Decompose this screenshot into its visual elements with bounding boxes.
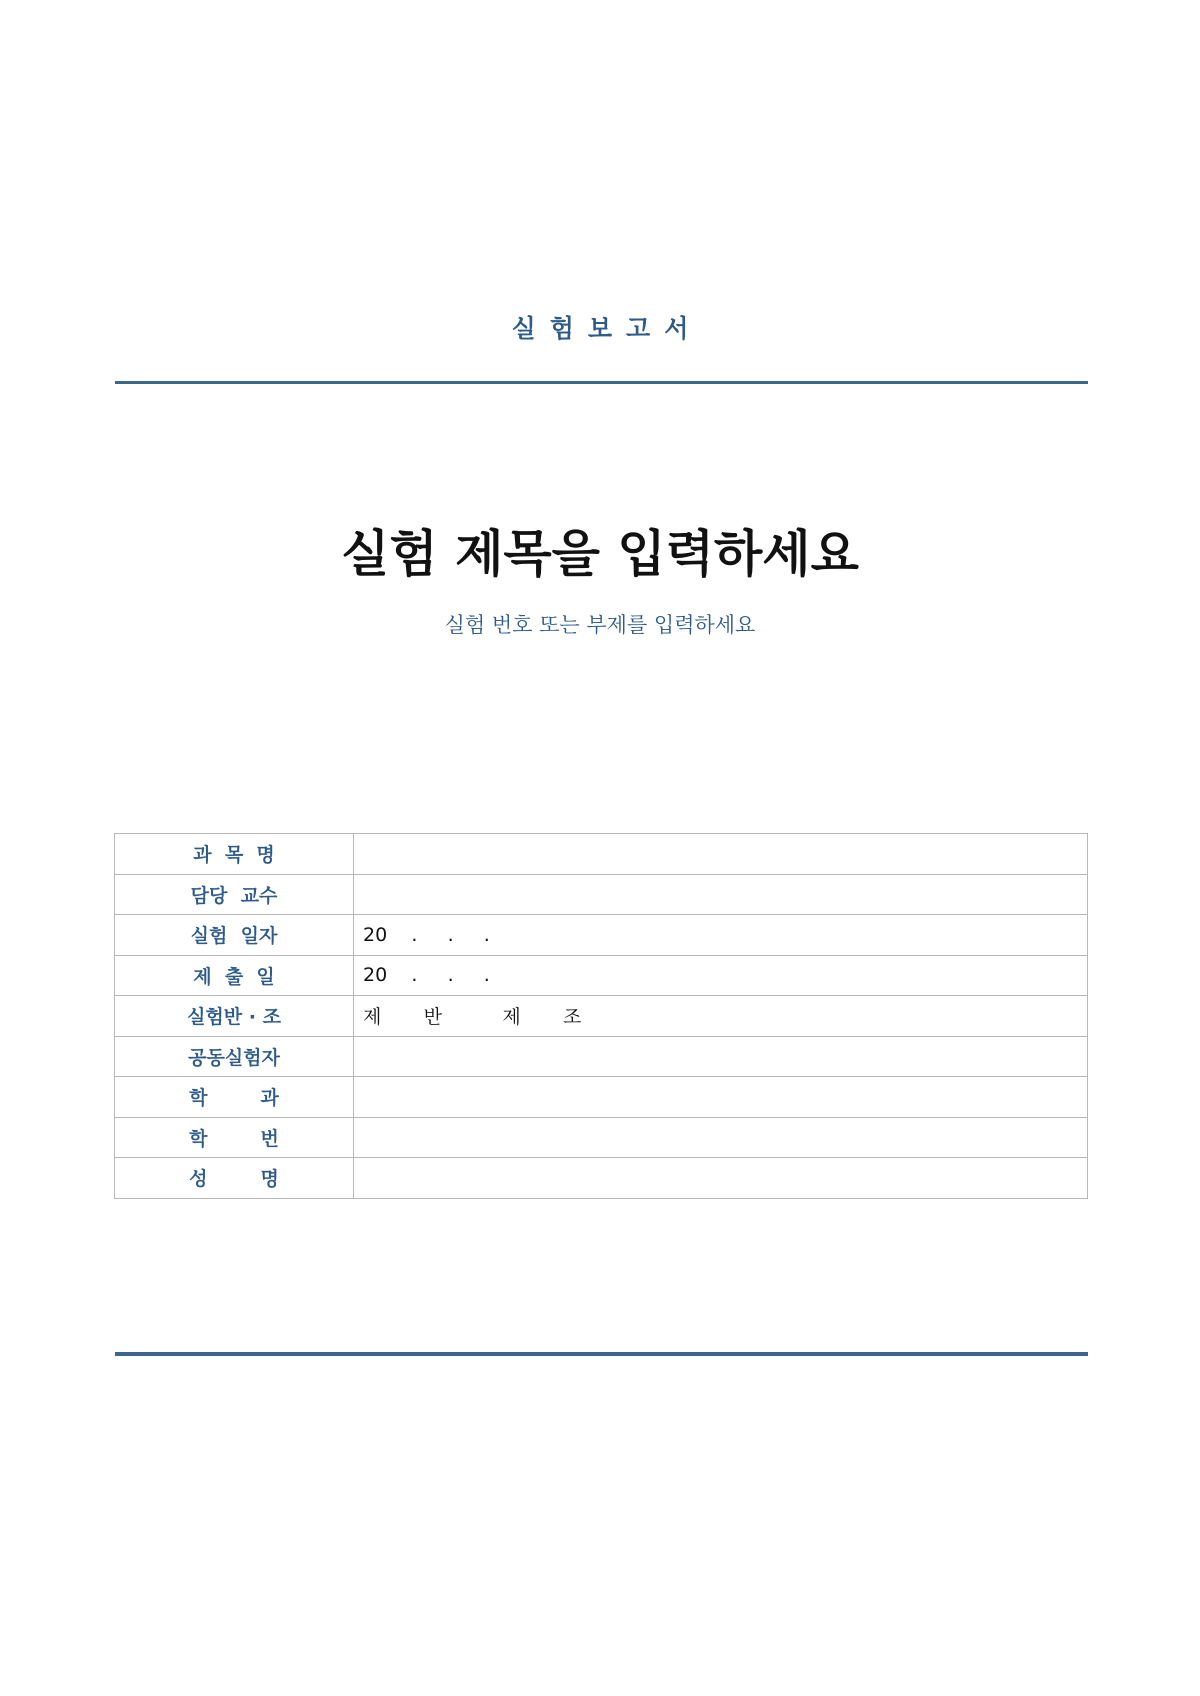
class-group-field[interactable]: 제 반 제 조 <box>354 996 1088 1037</box>
row-label-course: 과 목 명 <box>115 834 354 875</box>
row-label-name: 성 명 <box>115 1158 354 1199</box>
table-row-experiment-date <box>115 915 1088 956</box>
name-field[interactable] <box>354 1158 1088 1199</box>
row-label-coworkers: 공동실험자 <box>115 1036 354 1077</box>
department-field[interactable] <box>354 1077 1088 1118</box>
row-label-class-group: 실험반 · 조 <box>115 996 354 1037</box>
row-label-department: 학 과 <box>115 1077 354 1118</box>
submit-date-field[interactable]: 20 . . . <box>354 955 1088 996</box>
report-title[interactable]: 실험 제목을 입력하세요 <box>341 525 859 583</box>
top-divider <box>115 381 1088 384</box>
row-label-experiment-date: 실험 일자 <box>115 915 354 956</box>
table-row-coworkers <box>115 1036 1088 1077</box>
bottom-divider <box>115 1352 1088 1356</box>
table-row-class-group <box>115 996 1088 1037</box>
table-row-name <box>115 1158 1088 1199</box>
row-label-student-id: 학 번 <box>115 1117 354 1158</box>
report-type-label: 실험보고서 <box>511 314 703 343</box>
table-row-submit-date <box>115 955 1088 996</box>
table-row-student-id <box>115 1117 1088 1158</box>
row-label-submit-date: 제 출 일 <box>115 955 354 996</box>
table-row-professor <box>115 874 1088 915</box>
table-row-course <box>115 834 1088 875</box>
report-subtitle[interactable]: 실험 번호 또는 부제를 입력하세요 <box>444 613 756 637</box>
experiment-date-field[interactable]: 20 . . . <box>354 915 1088 956</box>
course-name-field[interactable] <box>354 834 1088 875</box>
report-info-table <box>114 833 1088 1199</box>
professor-field[interactable] <box>354 874 1088 915</box>
row-label-professor: 담당 교수 <box>115 874 354 915</box>
student-id-field[interactable] <box>354 1117 1088 1158</box>
table-row-department <box>115 1077 1088 1118</box>
coworkers-field[interactable] <box>354 1036 1088 1077</box>
